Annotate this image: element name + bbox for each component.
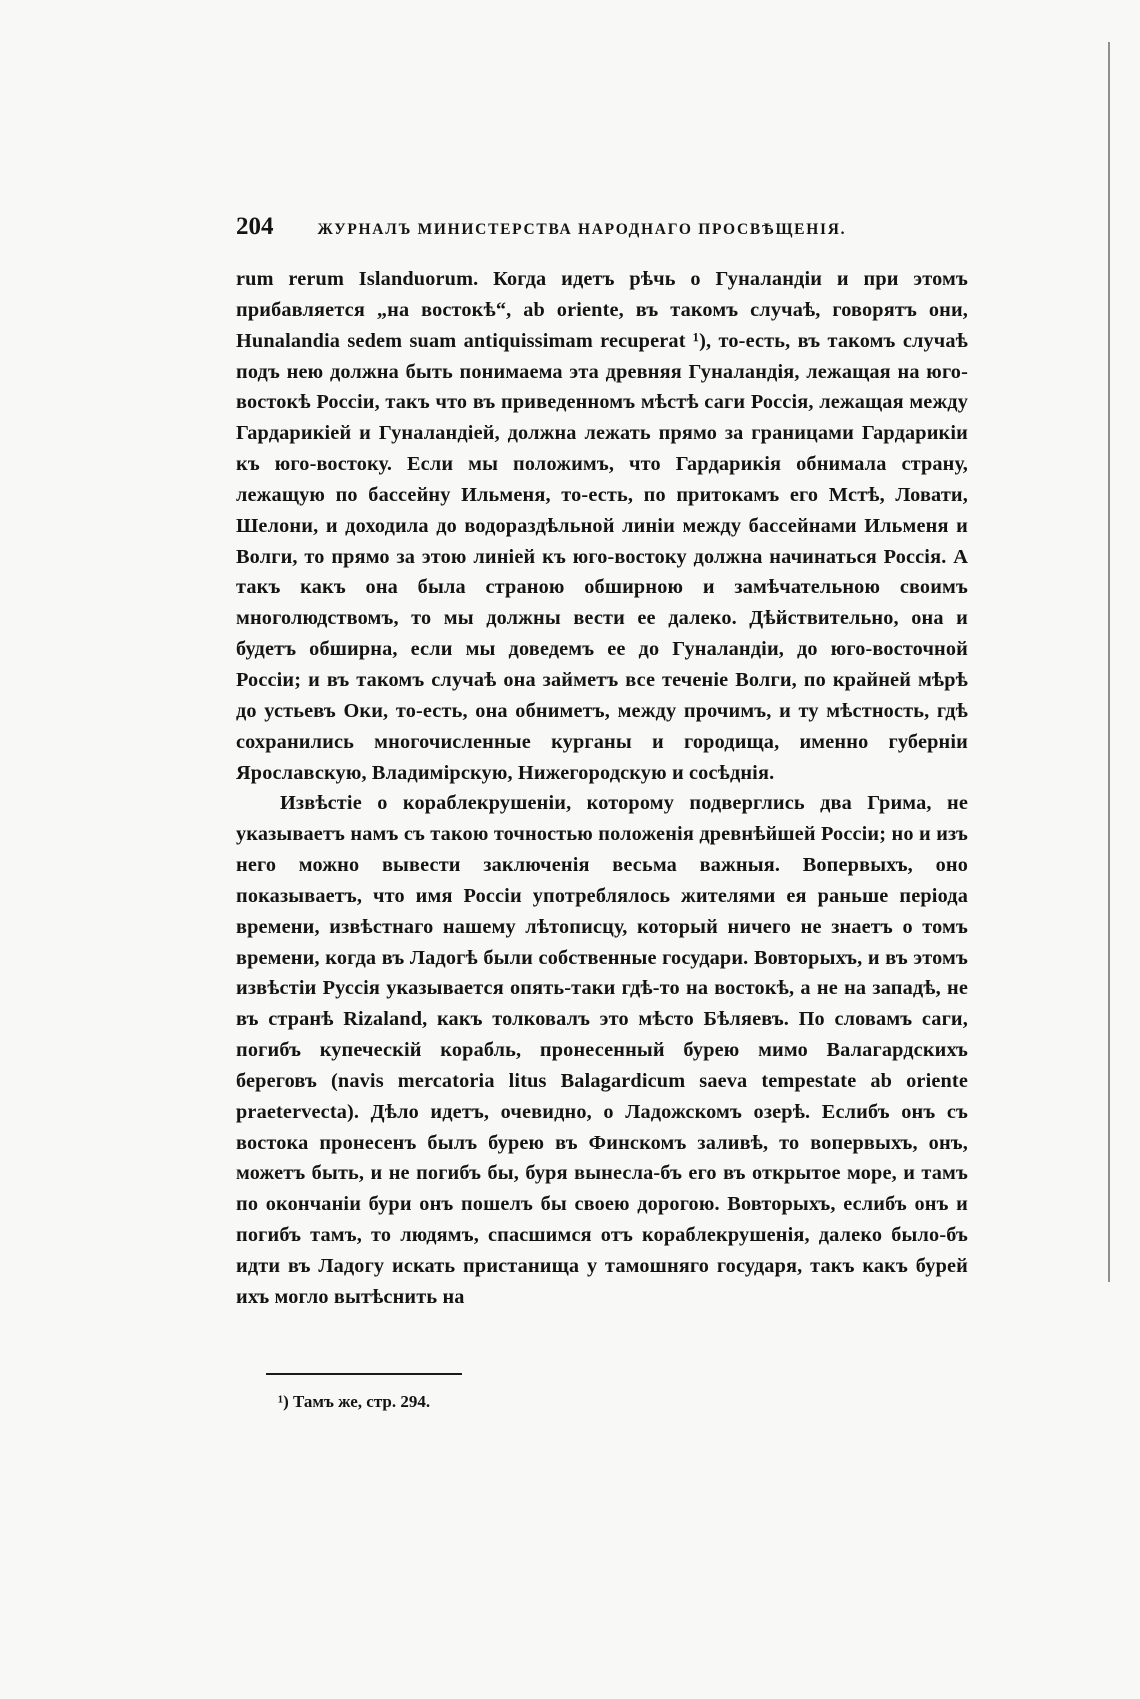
paragraph-1: rum rerum Islanduorum. Когда идетъ рѣчь о Гуналандіи и при этомъ прибавляется „на востокѣ“, ab oriente, въ такомъ случаѣ, говорятъ они, Hunalandia sedem suam antiquissimam recuperat ¹), то-есть, въ такомъ случаѣ подъ нею должна быть понимаема эта древняя Гуналандія, лежащая на юго-востокѣ Россіи, такъ что въ приведенномъ мѣстѣ саги Россія, лежащая между Гардарикіей и Гуналандіей, должна лежать прямо за границами Гардарикіи къ юго-востоку. Если мы положимъ, что Гардарикія обнимала страну, лежащую по бассейну Ильменя, то-есть, по притокамъ его Мстѣ, Ловати, Шелони, и доходила до водораздѣльной линіи между бассейнами Ильменя и Волги, то прямо за этою линіей къ юго-востоку должна начинаться Россія. А такъ какъ она была страною обширною и замѣчательною своимъ многолюдствомъ, то мы должны вести ее далеко. Дѣйствительно, она и будетъ обширна, если мы доведемъ ее до Гуналандіи, до юго-восточной Россіи; и въ такомъ случаѣ она займетъ все теченіе Волги, по крайней мѣрѣ до устьевъ Оки, то-есть, она обниметъ, между прочимъ, и ту мѣстность, гдѣ сохранились многочисленные курганы и городища, именно губерніи Ярославскую, Владимірскую, Нижегородскую и сосѣднія. bbox=[236, 268, 968, 784]
paragraph-2: Извѣстіе о кораблекрушеніи, которому подверглись два Грима, не указываетъ намъ съ такою точностью положенія древнѣйшей Россіи; но и изъ него можно вывести заключенія весьма важныя. Вопервыхъ, оно показываетъ, что имя Россіи употреблялось жителями ея раньше періода времени, извѣстнаго нашему лѣтописцу, который ничего не знаетъ о томъ времени, когда въ Ладогѣ были собственные государи. Вовторыхъ, и въ этомъ извѣстіи Руссія указывается опять-таки гдѣ-то на востокѣ, а не на западѣ, не въ странѣ Rizaland, какъ толковалъ это мѣсто Бѣляевъ. По словамъ саги, погибъ купеческій корабль, пронесенный бурею мимо Валагардскихъ береговъ (navis mercatoria litus Balagardicum saeva tempestate ab oriente praetervecta). Дѣло идетъ, очевидно, о Ладожскомъ озерѣ. Еслибъ онъ съ востока пронесенъ былъ бурею въ Финскомъ заливѣ, то вопервыхъ, онъ, можетъ быть, и не погибъ бы, буря вынесла-бъ его въ открытое море, и тамъ по окончаніи бури онъ пошелъ бы своею дорогою. Вовторыхъ, еслибъ онъ и погибъ тамъ, то людямъ, спасшимся отъ кораблекрушенія, далеко было-бъ идти въ Ладогу искать пристанища у тамошняго государя, такъ какъ бурей ихъ могло вытѣснить на bbox=[236, 792, 968, 1308]
page-edge-line bbox=[1108, 42, 1110, 1282]
page-header bbox=[236, 213, 968, 253]
footnote-divider bbox=[266, 1373, 462, 1375]
body-text bbox=[236, 264, 968, 1313]
footnote: ¹) Тамъ же, стр. 294. bbox=[278, 1392, 431, 1411]
running-title: ЖУРНАЛЪ МИНИСТЕРСТВА НАРОДНАГО ПРОСВѢЩЕНІЯ. bbox=[317, 221, 847, 238]
page-number: 204 bbox=[236, 213, 274, 240]
